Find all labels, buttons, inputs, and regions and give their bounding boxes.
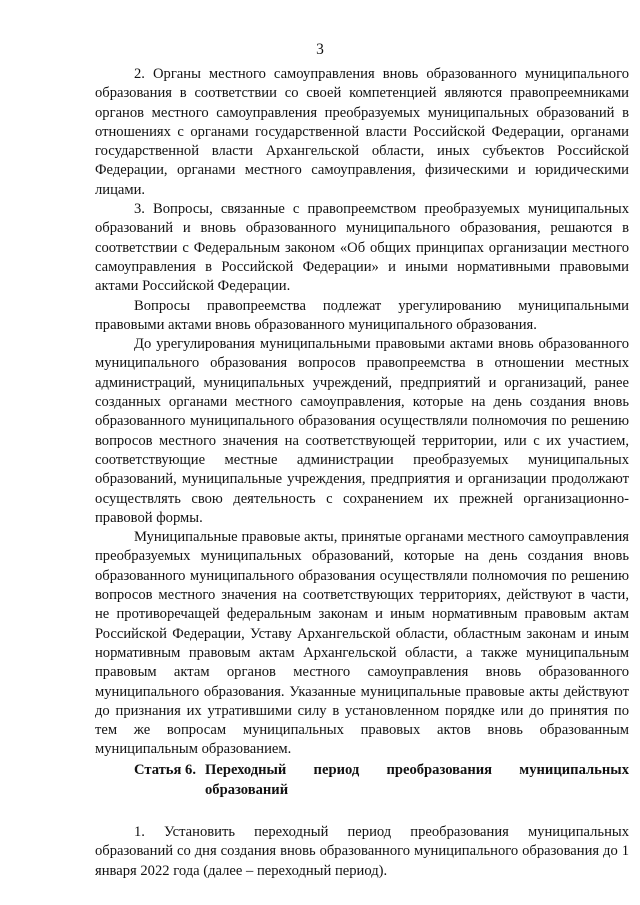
paragraph-3-succession-issues: 3. Вопросы, связанные с правопреемством преобразуемых муниципальных образований и вновь образованного муниципального образования, решаются в соответствии с Федеральным законом «Об общих принципах организации местного самоуправления в Российской Федерации» и иными нормативными правовыми актами Российской Федерации.: [95, 201, 629, 295]
article-6-body: [95, 823, 629, 881]
paragraph-legal-acts: Муниципальные правовые акты, принятые органами местного самоуправления преобразуемых муниципальных образований, которые на день создания вновь образованного муниципального образования осуществляли полномочия по решению вопросов местного значения на соответствующих территориях, действуют в части, не противоречащей федеральным законам и иным нормативным правовым актам Российской Федерации, Уставу Архангельской области, областным законам и иным нормативным правовым актам Архангельской области, а также муниципальным правовым актам органов местного самоуправления вновь образованного муниципального образования. Указанные муниципальные правовые акты действуют до признания их утратившими силу в установленном порядке или до принятия по тем же вопросам муниципальных правовых актов вновь образованным муниципальным образованием.: [95, 529, 629, 758]
article-5-continuation: [95, 65, 629, 760]
article-6-heading: [134, 760, 629, 800]
paragraph-2-successors: 2. Органы местного самоуправления вновь образованного муниципального образования в соответствии со своей компетенцией являются правопреемниками органов местного самоуправления преобразуемых муниципальных образований в отношениях с органами государственной власти Российской Федерации, органами государственной власти Архангельской области, иных субъектов Российской Федерации, органами местного самоуправления, физическими и юридическими лицами.: [95, 66, 629, 198]
article-title: Переходный период преобразования муниципальных образований: [205, 762, 629, 798]
page-number: 3: [316, 41, 324, 58]
paragraph-succession-regulation: Вопросы правопреемства подлежат урегулированию муниципальными правовыми актами вновь образованного муниципального образования.: [95, 297, 629, 333]
paragraph-transition-period: 1. Установить переходный период преобразования муниципальных образований со дня создания вновь образованного муниципального образования до 1 января 2022 года (далее – переходный период).: [95, 824, 629, 879]
article-label: Статья 6.: [134, 762, 196, 778]
paragraph-until-regulation: До урегулирования муниципальными правовыми актами вновь образованного муниципального образования вопросов правопреемства в отношении местных администраций, муниципальных учреждений, предприятий и организаций, ранее созданных органами местного самоуправления, которые на день создания вновь образованного муниципального образования осуществляли полномочия по решению вопросов местного значения на соответствующей территории, или с их участием, соответствующие местные администрации преобразуемых муниципальных образований, муниципальные учреждения, предприятия и организации продолжают осуществлять свою деятельность с сохранением их прежней организационно-правовой формы.: [95, 336, 629, 526]
